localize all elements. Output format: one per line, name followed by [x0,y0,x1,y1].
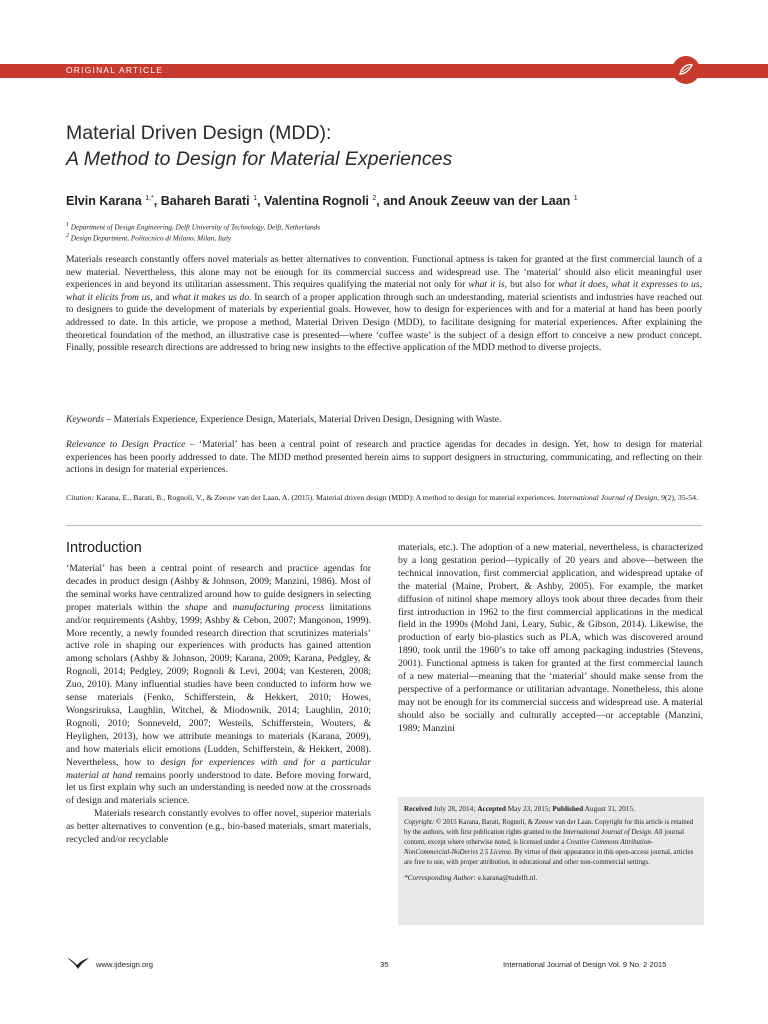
body-text: and [213,601,228,613]
article-info-box [398,797,704,925]
body-text: remains poorly understood to date. Before moving forward, let us first explain why such an understanding is needed now at the crossroads of design and materials science. [66,769,371,807]
affiliation-text: Department of Design Engineering, Delft University of Technology, Delft, Netherlands [70,223,321,232]
citation-label: Citation: [66,493,95,502]
abstract-text: but also for [510,279,556,291]
abstract-text: and [155,291,170,303]
author-list: Elvin Karana $^{1,*}$, Bahareh Barati $^1$, Valentina Rognoli $^2$, and Anouk Zeeuw van der Laan $^1$ [66,194,578,208]
body-text: ‘Material’ has been a central point of research and practice agendas for decades in product design (Ashby & Johnson, 2009; Manzini, 1986). Most of the seminal works have centralized around how to guide designers in selecting proper materials within the [66,563,371,613]
footer-website[interactable]: www.ijdesign.org [96,960,153,969]
license-link[interactable]: Creative Commons Attribution-NonCommercial-NoDerivs 2.5 License. [404,839,653,856]
copyright-text: © 2015 Karana, Barati, Rognoli, & Zeeuw van der Laan. Copyright for this article is retained by the authors, with first publication rights granted to the [404,819,694,836]
keywords-text: – Materials Experience, Experience Design, Materials, Material Driven Design, Designing with Waste. [106,414,502,425]
affiliation-1 [66,222,706,231]
copyright-text: All journal content, except where otherwise noted, is licensed under a [404,829,685,846]
body-emphasis: shape [185,601,208,613]
footer-journal: International Journal of Design Vol. 9 No. 2 2015 [503,960,667,969]
body-emphasis: manufacturing process [232,601,325,613]
title-main: Material Driven Design (MDD): [66,122,332,144]
section-heading: Introduction [66,540,142,556]
body-paragraph: Materials research constantly evolves to offer novel, superior materials as better alternatives to convention (e.g., bio-based materials, smart materials, recycled and/or recyclable [66,808,371,846]
accepted-label: Accepted [477,804,506,813]
abstract-text: Materials research constantly offers novel materials as better alternatives to convention. Functional aptness is taken for granted at the first commercial launch of a new material. Nevertheless, this alone may not be enough for its commercial success and widespread use. The ‘material’ should also elicit meaningful user experiences in and beyond its utilitarian assessment. This requires qualifying the material not only for [66,254,702,291]
affiliation-text: Design Department, Politecnico di Milano, Milan, Italy [70,234,232,243]
keywords [66,414,702,427]
copyright-text: By virtue of their appearance in this open-access journal, articles are free to use, with proper attribution, in educational and other non-commercial settings. [404,849,694,866]
accepted-date: May 23, 2015; [507,804,551,813]
title-subtitle: A Method to Design for Material Experiences [66,148,453,170]
received-label: Received [404,804,432,813]
abstract [66,254,702,355]
citation-tail: (2), 35-54. [664,493,699,502]
relevance-to-practice [66,439,702,477]
abstract-emphasis: what it does, what it expresses to us, what it elicits from us, [66,279,702,303]
bird-logo-icon [66,956,90,970]
body-emphasis: design for experiences with and for a particular material at hand [66,756,371,781]
article-title [66,120,706,172]
author-affiliation-mark: 2 [372,194,377,202]
copyright-label: Copyright: [404,819,435,826]
published-label: Published [552,804,584,813]
author-affiliation-mark: 1,* [145,194,154,202]
copyright-journal: International Journal of Design. [563,829,653,836]
relevance-text: – ‘Material’ has been a central point of research and practice agendas for decades in design. Yet, how to design for material experiences has been poorly addressed to date. The MDD method presented herein aims to support designers in structuring, communicating, and reflecting on their actions in design for material experiences. [66,439,702,476]
body-column-left [66,563,371,847]
abstract-text: In search of a proper application through such an understanding, material scientists and industries have reached out to designers to guide the development of materials by experiential goals. However, how to design for experiences with and for a material at hand has been poorly addressed to date. In this article, we propose a method, Material Driven Design (MDD), to facilitate designing for material experiences. After explaining the theoretical foundation of the method, an illustrative case is presented—where ‘coffee waste’ is the subject of a design effort to conceive a new product concept. Finally, possible research directions are addressed to bring new insights to the effective application of the MDD method to diverse projects. [66,291,702,354]
author-name: and Anouk Zeeuw van der Laan [383,194,571,208]
published-date: August 31, 2015. [584,804,635,813]
citation-journal: International Journal of Design, 9 [557,493,665,502]
abstract-emphasis: what it makes us do. [172,291,252,303]
author-affiliation-mark: 1 [253,194,258,202]
affiliation-mark: 2 [66,233,69,239]
corresponding-label: *Corresponding Author: [404,873,476,882]
abstract-emphasis: what it is, [468,279,508,291]
author-name: Valentina Rognoli [264,194,369,208]
keywords-label: Keywords [66,414,105,425]
body-paragraph: materials, etc.). The adoption of a new material, nevertheless, is characterized by a long gestation period—typically of 20 years and above—between the technical innovation, first commercial application, and widespread uptake of the material (Maine, Probert, & Ashby, 2005). For example, the market diffusion of nitinol shape memory alloys took about three decades from their first introduction in 1962 to the first commercial applications in the medical field in the 1990s (Mohd Jani, Leary, Subic, & Gibson, 2014). Likewise, the production of early bio-plastics such as PLA, which was discovered around 1890, took until the 1960’s to take off among packaging industries (Stevens, 2001). Functional aptness is taken for granted at the first commercial launch of a new material—meaning that the ‘material’ should make sense from the perspective of a performance or utilitarian advantage. Nonetheless, this alone may not be enough for its commercial success and widespread use. A material should also be socially and culturally accepted—or acceptable (Manzini, 1989; Manzini [398,542,703,734]
relevance-label: Relevance to Design Practice [66,439,186,450]
body-text: limitations and/or requirements (Ashby, 1999; Ashby & Cebon, 2007; Mangonon, 1999). More recently, a newly founded research direction that scrutinizes materials’ active role in shaping our experiences with products has gained attention among scholars (Ashby & Johnson, 2009; Karana, 2009; Karana, Pedgley, & Rognoli, 2014; Pedgley, 2009; Rognoli & Levi, 2004; van Kesteren, 2008; Zuo, 2010). Many influential studies have been conducted to inform how we sense materials (Fenko, Schifferstein, & Hekkert, 2010; Howes, Wongsriruksa, Laughlin, Witchel, & Miodownik, 2014; Laughlin, 2010; Rognoli, 2010; Sonneveld, 2007; Westeils, Schifferstein, Wouters, & Heylighen, 2013), how we attribute meanings to materials (Karana, 2009), and how materials elicit emotions (Ludden, Schifferstein, & Hekkert, 2008). Nevertheless, how to [66,601,371,768]
body-column-right [398,542,703,736]
journal-logo-icon [672,56,700,84]
citation-text: Karana, E., Barati, B., Rognoli, V., & Zeeuw van der Laan, A. (2015). Material driven design (MDD): A method to design for material experiences. [96,493,556,502]
affiliation-2 [66,233,706,242]
divider [66,525,702,526]
affiliation-mark: 1 [66,222,69,228]
author-affiliation-mark: 1 [573,194,578,202]
author-name: Bahareh Barati [160,194,250,208]
header-bar [0,64,768,78]
corresponding-email[interactable]: e.karana@tudelft.nl. [477,873,538,882]
author-name: Elvin Karana [66,194,142,208]
page-number: 35 [380,960,389,969]
section-label: ORIGINAL ARTICLE [66,65,164,75]
citation [66,492,702,503]
received-date: July 28, 2014; [433,804,476,813]
